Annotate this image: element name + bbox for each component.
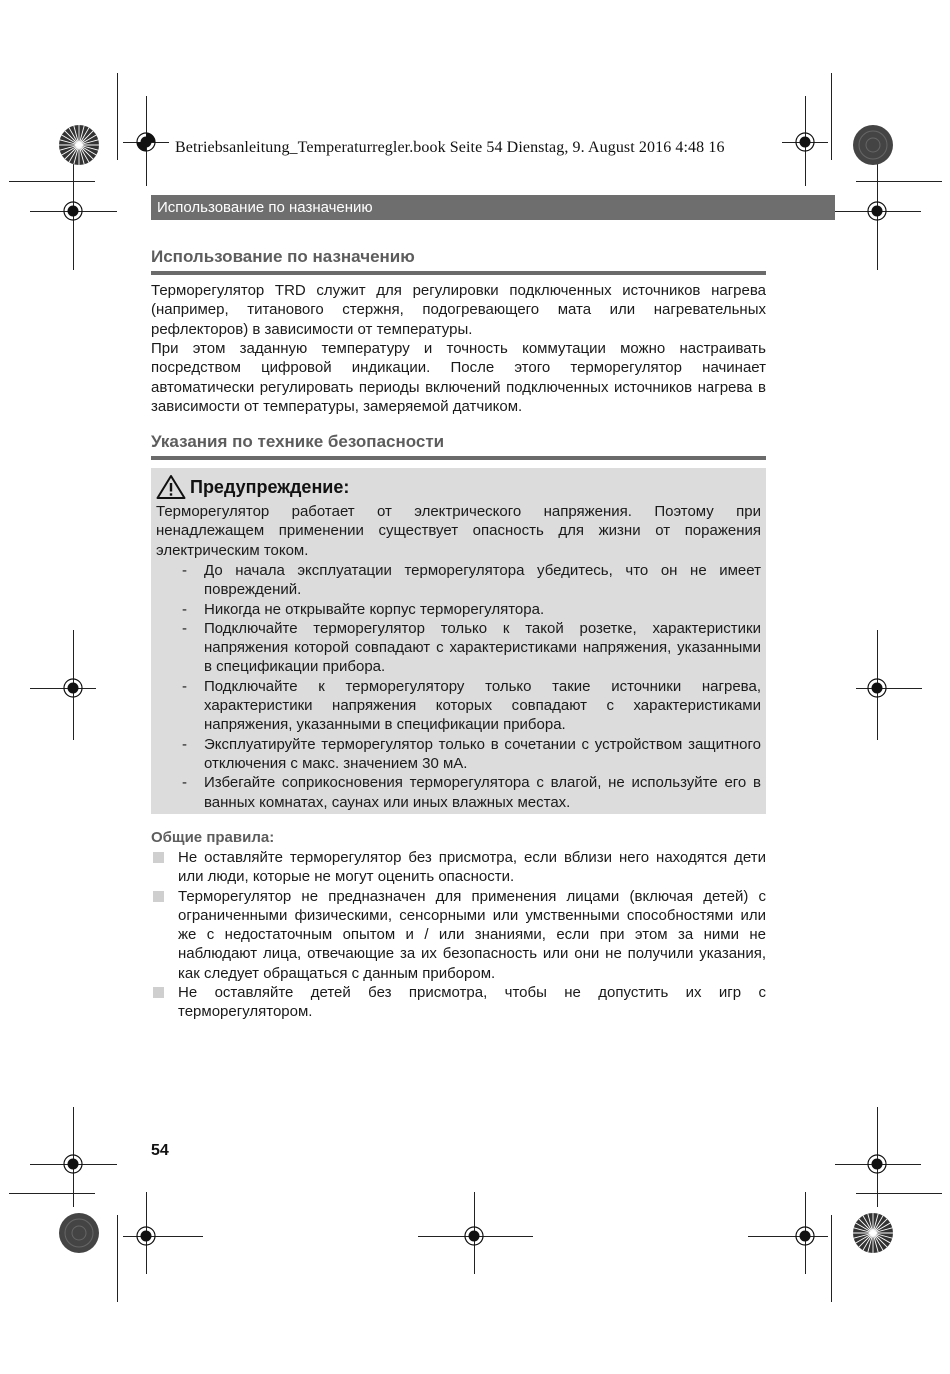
dash-bullet: -	[182, 735, 187, 753]
list-item	[180, 735, 761, 774]
screen-target-icon	[852, 124, 894, 166]
registration-mark-icon	[862, 673, 892, 703]
registration-mark-icon	[790, 1221, 820, 1251]
registration-mark-icon	[790, 127, 820, 157]
list-item	[151, 848, 766, 887]
intended-use-paragraph-2: При этом заданную температуру и точность коммутации можно настраивать посредством цифровой индикации. После этого терморегулятор начинает автоматически регулировать периоды включений подключенных источников нагрева в зависимости от температуры, замеряемой датчиком.	[151, 340, 766, 415]
star-target-icon	[58, 124, 100, 166]
registration-mark-icon	[131, 127, 161, 157]
warning-triangle-icon	[156, 474, 186, 500]
crop-line	[117, 1215, 118, 1302]
registration-mark-icon	[58, 1149, 88, 1179]
dash-bullet: -	[182, 619, 187, 637]
section-band: Использование по назначению	[151, 195, 835, 220]
list-item-text: До начала эксплуатации терморегулятора убедитесь, что он не имеет повреждений.	[204, 562, 761, 599]
list-item-text: Не оставляйте терморегулятор без присмотра, если вблизи него находятся дети или люди, которые не могут оценить опасности.	[178, 849, 766, 886]
registration-mark-icon	[58, 196, 88, 226]
list-item	[180, 561, 761, 600]
square-bullet-icon	[153, 987, 164, 998]
list-item-text: Подключайте терморегулятор только к такой розетке, характеристики напряжения которой совпадают с характеристиками напряжения, указанными в спецификации прибора.	[204, 619, 761, 676]
dash-bullet: -	[182, 774, 187, 792]
safety-heading: Указания по технике безопасности	[151, 432, 766, 460]
list-item-text: Подключайте к терморегулятору только такие источники нагрева, характеристики напряжения которых совпадают с характеристиками напряжения, указанными в спецификации прибора.	[204, 677, 761, 734]
dash-bullet: -	[182, 677, 187, 695]
list-item-text: Эксплуатируйте терморегулятор только в сочетании с устройством защитного отключения с макс. значением 30 мА.	[204, 735, 761, 772]
warning-title	[156, 474, 349, 500]
dash-bullet: -	[182, 562, 187, 579]
crop-line	[856, 1193, 942, 1194]
dash-bullet: -	[182, 600, 187, 618]
list-item	[180, 773, 761, 812]
list-item-text: Никогда не открывайте корпус терморегулятора.	[204, 600, 545, 618]
square-bullet-icon	[153, 891, 164, 902]
crop-line	[9, 181, 95, 182]
general-rules-list	[151, 848, 766, 1022]
intended-use-paragraph-1: Терморегулятор TRD служит для регулировки подключенных источников нагрева (например, титанового стержня, подогревающего мата или нагревательных рефлекторов) в зависимости от температуры.	[151, 282, 766, 338]
book-header: Betriebsanleitung_Temperaturregler.book Seite 54 Dienstag, 9. August 2016 4:48 16	[175, 139, 725, 156]
warning-text: Терморегулятор работает от электрического напряжения. Поэтому при ненадлежащем применении существует опасность для жизни от поражения электрическим током.	[156, 503, 761, 559]
list-item	[151, 983, 766, 1022]
crop-line	[831, 1215, 832, 1302]
square-bullet-icon	[153, 852, 164, 863]
star-target-icon	[852, 1212, 894, 1254]
crop-line	[856, 181, 942, 182]
general-rules-title: Общие правила:	[151, 829, 275, 846]
warning-title-text: Предупреждение:	[190, 476, 350, 497]
list-item-text: Не оставляйте детей без присмотра, чтобы не допустить их игр с терморегулятором.	[178, 984, 766, 1021]
list-item	[180, 600, 761, 619]
registration-mark-icon	[862, 196, 892, 226]
intended-use-heading: Использование по назначению	[151, 247, 766, 275]
crop-line	[831, 73, 832, 160]
list-item	[180, 677, 761, 735]
crop-line	[117, 73, 118, 160]
registration-mark-icon	[459, 1221, 489, 1251]
list-item	[151, 887, 766, 983]
registration-mark-icon	[58, 673, 88, 703]
crop-line	[9, 1193, 95, 1194]
warning-list	[180, 561, 761, 812]
registration-mark-icon	[131, 1221, 161, 1251]
list-item	[180, 619, 761, 677]
registration-mark-icon	[862, 1149, 892, 1179]
screen-target-icon	[58, 1212, 100, 1254]
page-number: 54	[151, 1142, 169, 1159]
list-item-text: Терморегулятор не предназначен для применения лицами (включая детей) с ограниченными физическими, сенсорными или умственными способностями или же с недостаточным опытом и / или знаниями, если при этом за ними не наблюдают лица, отвечающие за их безопасность или они не получили указания, как следует обращаться с данным прибором.	[178, 887, 766, 982]
list-item-text: Избегайте соприкосновения терморегулятора с влагой, не используйте его в ванных комнатах, саунах или иных влажных местах.	[204, 774, 761, 811]
